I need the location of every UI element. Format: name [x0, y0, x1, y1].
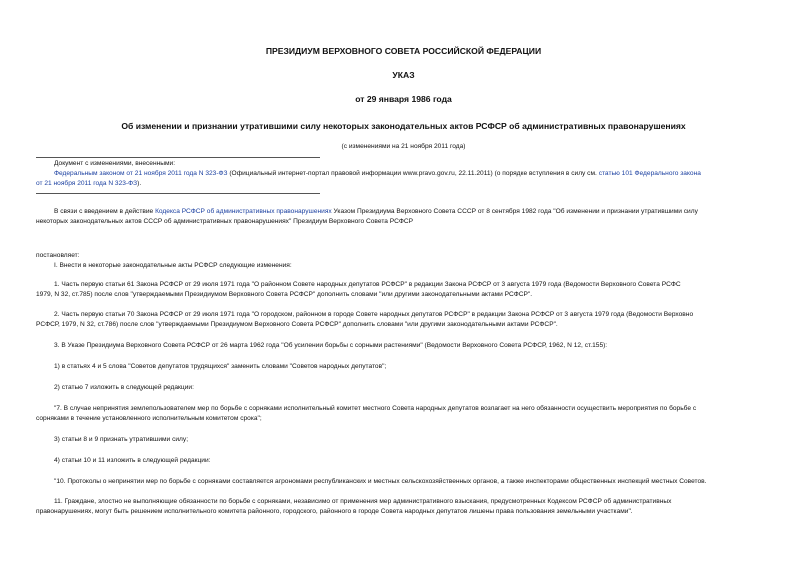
item-2-line-2: РСФСР, 1979, N 32, ст.786) после слов "утверждаемыми Президиумом Верховного Совета РСФСР" дополнить словами "или другими законодательными актами РСФСР".	[36, 321, 558, 328]
section-1-heading: I. Внести в некоторые законодательные акты РСФСР следующие изменения:	[54, 262, 292, 269]
item-3-1: 1) в статьях 4 и 5 слова "Советов депутатов трудящихся" заменить словами "Советов народных депутатов";	[54, 363, 387, 370]
item-3-3: 3) статьи 8 и 9 признать утратившими силу;	[54, 436, 189, 443]
article-101-link-cont[interactable]: от 21 ноября 2011 года N 323-ФЗ	[36, 180, 138, 187]
item-3-2-quote-line-1: "7. В случае непринятия землепользователем мер по борьбе с сорняками исполнительный комитет местного Совета народных депутатов возлагает на него обязанности осуществить мероприятия по борьбе с	[54, 405, 697, 412]
item-3-2-quote-line-2: сорняками в течение установленного исполнительным комитетом срока";	[36, 415, 262, 422]
preamble-text-a: В связи с введением в действие	[54, 208, 156, 215]
doc-revision-note: (с изменениями на 21 ноября 2011 года)	[341, 143, 466, 150]
divider-top	[36, 157, 320, 158]
item-1-line-2: 1979, N 32, ст.785) после слов "утверждаемыми Президиумом Верховного Совета РСФСР" дополнить словами "или другими законодательными актами РСФСР".	[36, 291, 533, 298]
divider-bottom	[36, 193, 320, 194]
article-101-link[interactable]: статью 101 Федерального закона	[598, 170, 701, 177]
changes-text-1: (Официальный интернет-портал правовой информации www.pravo.gov.ru, 22.11.2011) (о порядке вступления в силу см.	[227, 170, 599, 177]
item-3: 3. В Указе Президиума Верховного Совета РСФСР от 26 марта 1962 года "Об усилении борьбы с сорными растениями" (Ведомости Верховного Совета РСФСР, 1962, N 12, ст.155):	[54, 342, 608, 349]
issuer-heading: ПРЕЗИДИУМ ВЕРХОВНОГО СОВЕТА РОССИЙСКОЙ ФЕДЕРАЦИИ	[265, 46, 542, 56]
item-1-line-1: 1. Часть первую статьи 61 Закона РСФСР от 29 июля 1971 года "О районном Совете народных депутатов РСФСР" в редакции Закона РСФСР от 3 августа 1979 года (Ведомости Верховного Совета РСФС	[54, 281, 681, 288]
item-2-line-1: 2. Часть первую статьи 70 Закона РСФСР от 29 июля 1971 года "О городском, районном в городе Совете народных депутатов РСФСР" в редакции Закона РСФСР от 3 августа 1979 года (Ведомости Верховно	[54, 311, 694, 318]
preamble-line-2: некоторых законодательных актов СССР об административных правонарушениях" Президиум Верховного Совета РСФСР	[36, 218, 414, 225]
preamble-text-b: Указом Президиума Верховного Совета СССР от 8 сентября 1982 года "Об изменении и признании утратившими силу	[331, 208, 698, 215]
changes-text-2: ).	[137, 180, 142, 187]
changes-line-1	[54, 169, 772, 179]
koap-link[interactable]: Кодекса РСФСР об административных правонарушениях	[155, 208, 332, 215]
doc-title: Об изменении и признании утратившими силу некоторых законодательных актов РСФСР об административных правонарушениях	[121, 121, 686, 131]
changes-line-2	[36, 179, 141, 189]
doc-date-heading: от 29 января 1986 года	[355, 94, 452, 104]
doc-type-heading: УКАЗ	[392, 70, 415, 80]
item-11-line-2: правонарушениях, могут быть решением исполнительного комитета районного, городского, районного в городе Совета народных депутатов лишены права пользования земельными участками".	[36, 508, 633, 515]
item-3-2: 2) статью 7 изложить в следующей редакции:	[54, 384, 194, 391]
preamble-line-1	[54, 207, 772, 217]
item-3-4: 4) статьи 10 и 11 изложить в следующей редакции:	[54, 457, 211, 464]
decree-word: постановляет:	[36, 252, 80, 259]
item-3-4-quote: "10. Протоколы о непринятии мер по борьбе с сорняками составляется агрономами республиканских и местных сельскохозяйственных органов, а также инспекторами общественных инспекций местных Советов.	[54, 478, 707, 485]
item-11-line-1: 11. Граждане, злостно не выполняющие обязанности по борьбе с сорняками, независимо от применения мер административного взыскания, предусмотренных Кодексом РСФСР об административных	[54, 498, 672, 505]
federal-law-link[interactable]: Федеральным законом от 21 ноября 2011 года N 323-ФЗ	[54, 170, 228, 177]
changes-header: Документ с изменениями, внесенными:	[54, 160, 176, 167]
